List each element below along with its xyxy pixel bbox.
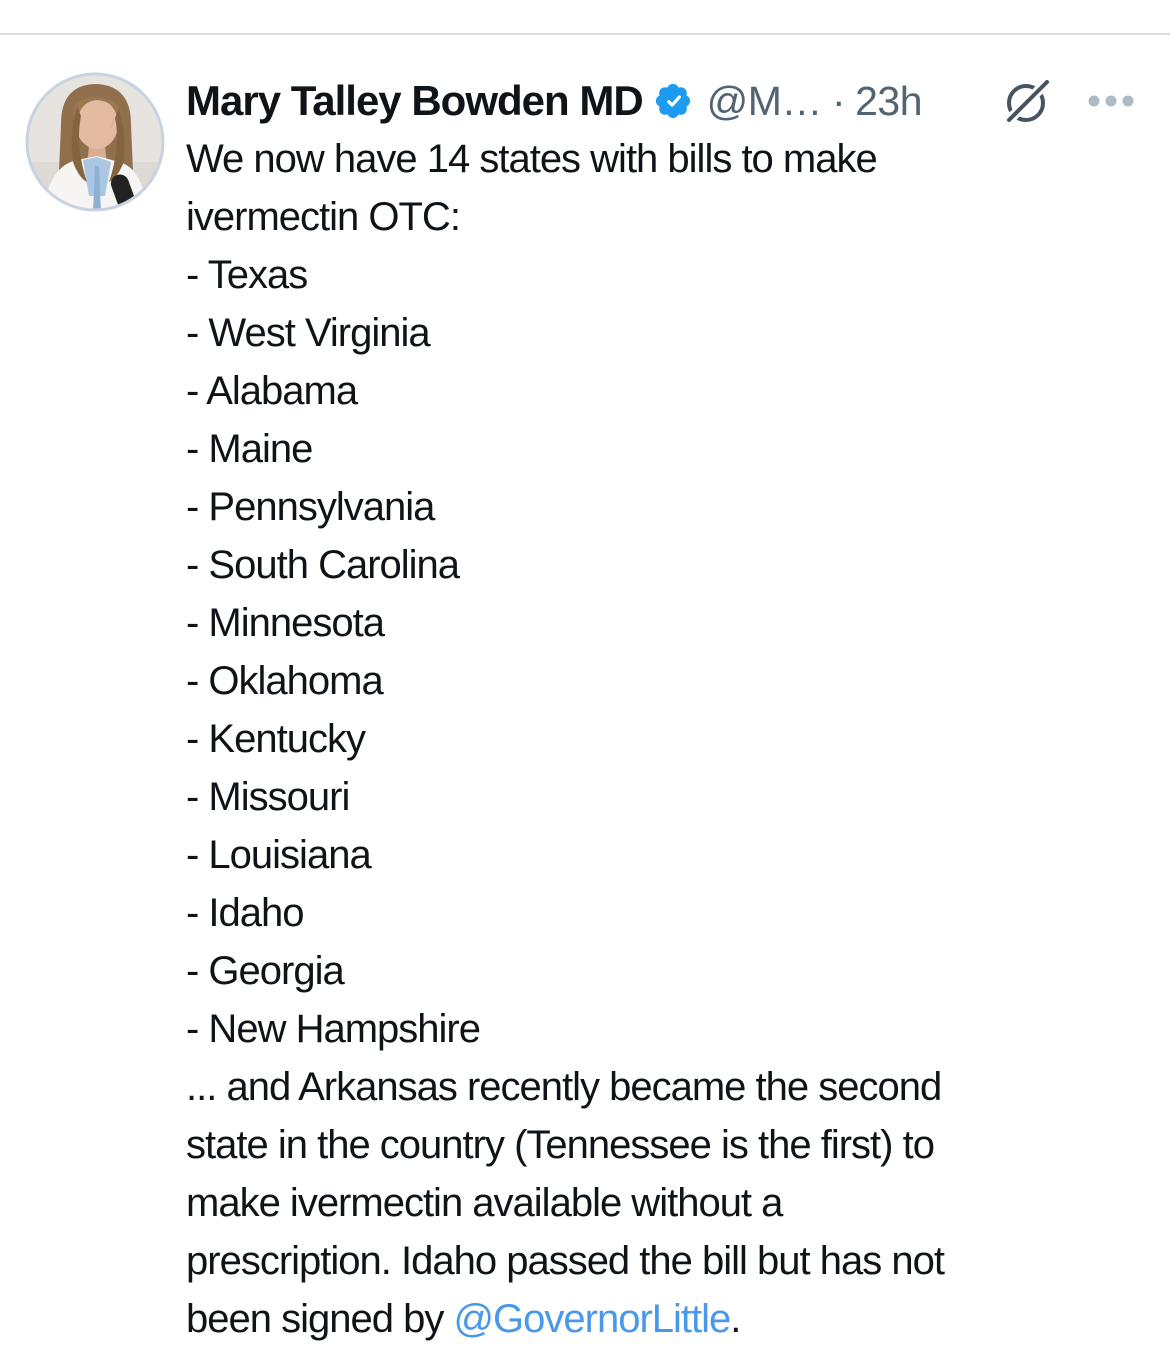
author-handle[interactable]: @M… (706, 77, 822, 124)
tweet-text-line: - Minnesota (186, 601, 384, 645)
mention-link-governorlittle[interactable]: @GovernorLittle (453, 1297, 731, 1341)
tweet-text-line: prescription. Idaho passed the bill but has not (186, 1239, 944, 1283)
timestamp[interactable]: 23h (855, 77, 923, 124)
avatar-image (25, 72, 165, 212)
tweet-text-line: - Maine (186, 427, 313, 471)
tweet-text-line: make ivermectin available without a (186, 1181, 783, 1225)
tweet-text-line: - New Hampshire (186, 1007, 480, 1051)
handle-group (707, 78, 922, 125)
link-line-suffix: . (730, 1297, 741, 1341)
tweet-content (186, 72, 1160, 1348)
tweet (0, 35, 1170, 1348)
tweet-text-line: - Missouri (186, 775, 350, 819)
tweet-text-lines (186, 130, 1160, 1290)
ellipsis-icon (1088, 95, 1134, 107)
separator-dot: · (831, 77, 846, 124)
tweet-header (186, 72, 1160, 130)
tweet-text-line: - Georgia (186, 949, 344, 993)
tweet-text (186, 130, 1160, 1348)
tweet-text-link-line (186, 1290, 1160, 1348)
tweet-text-line: - Louisiana (186, 833, 371, 877)
grok-button[interactable] (1004, 77, 1052, 125)
link-line-prefix: been signed by (186, 1297, 454, 1341)
tweet-text-line: ivermectin OTC: (186, 195, 460, 239)
tweet-text-line: - South Carolina (186, 543, 460, 587)
verified-badge-icon (653, 81, 693, 121)
avatar[interactable] (25, 72, 165, 212)
tweet-text-line: ... and Arkansas recently became the second (186, 1065, 942, 1109)
tweet-text-line: - Pennsylvania (186, 485, 435, 529)
grok-icon (1004, 77, 1052, 125)
tweet-text-line: - Kentucky (186, 717, 365, 761)
tweet-text-line: state in the country (Tennessee is the first) to (186, 1123, 934, 1167)
tweet-text-line: - Oklahoma (186, 659, 383, 703)
tweet-text-line: - Idaho (186, 891, 304, 935)
tweet-text-line: We now have 14 states with bills to make (186, 137, 877, 181)
author-name[interactable]: Mary Talley Bowden MD (186, 77, 643, 124)
tweet-text-line: - West Virginia (186, 311, 430, 355)
tweet-text-line: - Texas (186, 253, 308, 297)
tweet-text-line: - Alabama (186, 369, 358, 413)
more-button[interactable] (1088, 95, 1134, 107)
